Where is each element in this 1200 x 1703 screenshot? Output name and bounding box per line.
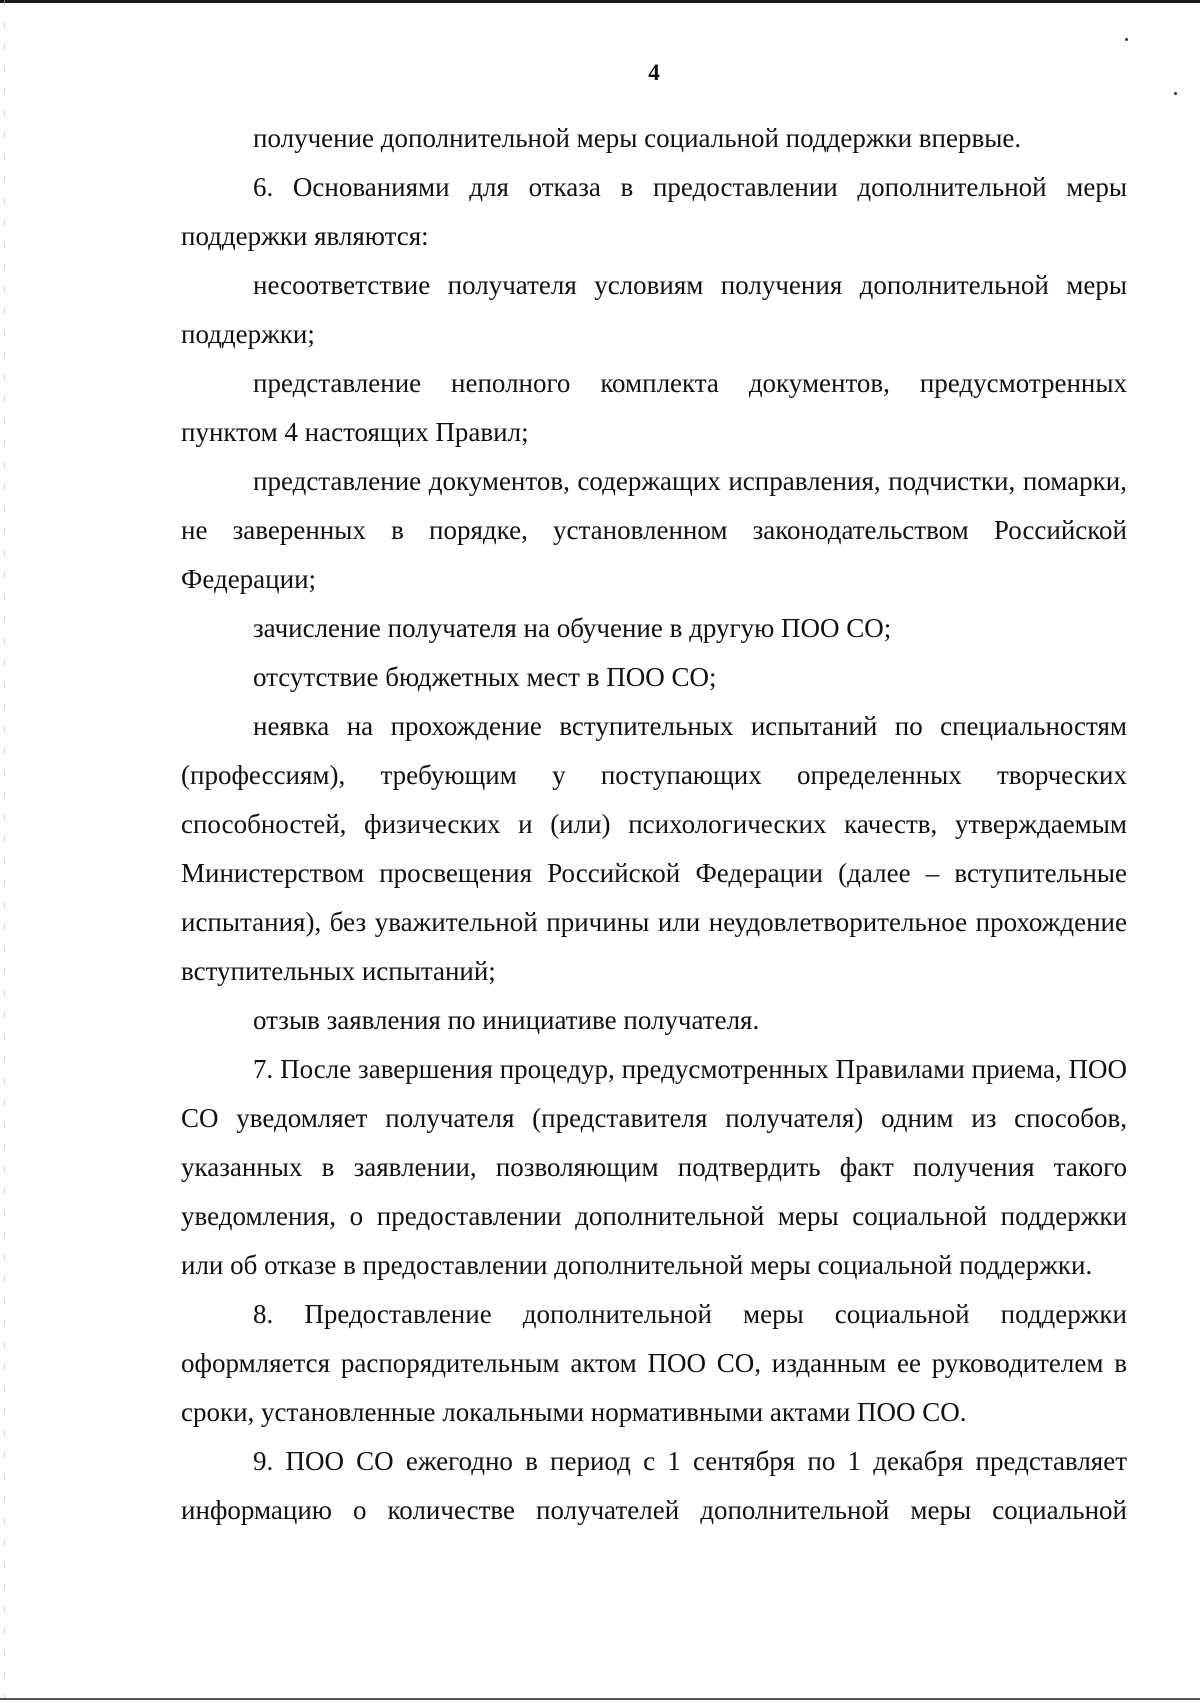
- paragraph-refusal-ground-other-enrollment: зачисление получателя на обучение в другую ПОО СО;: [253, 613, 892, 643]
- paragraph-item-8: 8. Предоставление дополнительной меры социальной поддержки оформляется распорядительным актом ПОО СО, изданным ее руководителем в сроки, установленные локальными нормативными актами ПОО СО.: [181, 1299, 1127, 1427]
- scan-speck: [1125, 38, 1128, 41]
- paragraph-refusal-ground-withdrawal: отзыв заявления по инициативе получателя.: [253, 1005, 760, 1035]
- paragraph-item-9: 9. ПОО СО ежегодно в период с 1 сентября по 1 декабря представляет информацию о количестве получателей дополнительной меры социальной: [181, 1446, 1127, 1525]
- scan-left-edge: [4, 0, 5, 1703]
- paragraph-refusal-ground-corrections: представление документов, содержащих исправления, подчистки, помарки, не заверенных в порядке, установленном законодательством Российской Федерации;: [181, 466, 1127, 594]
- scan-speck: [1174, 92, 1177, 95]
- scan-bottom-border: [0, 1698, 1200, 1700]
- paragraph-item-6: 6. Основаниями для отказа в предоставлении дополнительной меры поддержки являются:: [181, 172, 1127, 251]
- paragraph-refusal-ground-no-show: неявка на прохождение вступительных испытаний по специальностям (профессиям), требующим у поступающих определенных творческих способностей, физических и (или) психологических качеств, утверждаемым Министерством просвещения Российской Федерации (далее – вступительные испытания), без уважительной причины или неудовлетворительное прохождение вступительных испытаний;: [181, 711, 1127, 986]
- scan-top-border: [0, 0, 1200, 3]
- paragraph-refusal-ground-no-budget-places: отсутствие бюджетных мест в ПОО СО;: [253, 662, 717, 692]
- paragraph-refusal-ground-mismatch: несоответствие получателя условиям получения дополнительной меры поддержки;: [181, 270, 1127, 349]
- page-number: 4: [648, 60, 660, 85]
- paragraph-refusal-ground-incomplete-docs: представление неполного комплекта документов, предусмотренных пунктом 4 настоящих Правил;: [181, 368, 1127, 447]
- paragraph-item-7: 7. После завершения процедур, предусмотренных Правилами приема, ПОО СО уведомляет получателя (представителя получателя) одним из способов, указанных в заявлении, позволяющим подтвердить факт получения такого уведомления, о предоставлении дополнительной меры социальной поддержки или об отказе в предоставлении дополнительной меры социальной поддержки.: [181, 1054, 1127, 1280]
- paragraph-continuation: получение дополнительной меры социальной поддержки впервые.: [253, 123, 1022, 153]
- document-body: [181, 114, 1127, 1535]
